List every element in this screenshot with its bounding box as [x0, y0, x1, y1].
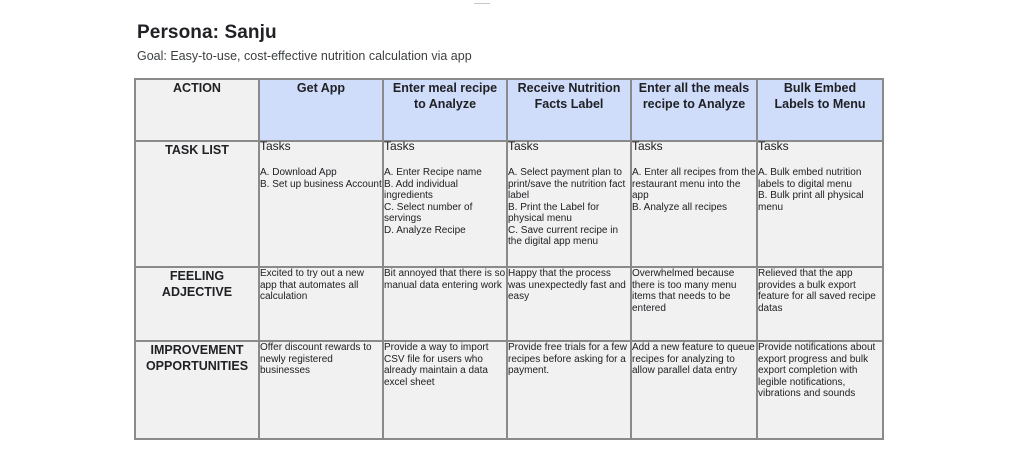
task-cell-enter-all-meals — [631, 141, 757, 267]
task-cell-receive-label — [507, 141, 631, 267]
top-divider-mark — [474, 3, 490, 4]
task-item: D. Analyze Recipe — [384, 224, 466, 236]
stage-get-app — [259, 79, 383, 141]
stage-label: Enter meal recipe to Analyze — [392, 81, 498, 111]
task-item: B. Bulk print all physical menu — [758, 190, 864, 213]
persona-title: Persona: Sanju — [137, 22, 277, 43]
action-header: ACTION — [135, 79, 259, 141]
tasks-heading: Tasks — [758, 139, 789, 153]
stage-label: Receive Nutrition Facts Label — [517, 81, 621, 111]
task-item: B. Set up business Account — [260, 178, 382, 190]
feeling-cell-enter-all-meals: Overwhelmed because there is too many menu items that needs to be entered — [631, 267, 757, 341]
task-item: C. Save current recipe in the digital app menu — [508, 224, 619, 247]
stage-receive-label — [507, 79, 631, 141]
task-item: A. Bulk embed nutrition labels to digital menu — [758, 167, 862, 190]
persona-goal: Goal: Easy-to-use, cost-effective nutrition calculation via app — [137, 49, 472, 63]
journey-map-table — [134, 78, 884, 440]
task-item: A. Enter Recipe name — [384, 167, 482, 178]
task-item: A. Enter all recipes from the restaurant menu into the app — [632, 167, 756, 201]
task-item: A. Download App — [260, 167, 337, 178]
feeling-cell-get-app: Excited to try out a new app that automates all calculation — [259, 267, 383, 341]
task-item: C. Select number of servings — [384, 201, 473, 224]
improvement-row — [135, 341, 883, 439]
stage-enter-all-meals — [631, 79, 757, 141]
improvement-cell-enter-meal-recipe: Provide a way to import CSV file for users who already maintain a data excel sheet — [383, 341, 507, 439]
tasks-heading: Tasks — [508, 139, 539, 153]
feeling-header: FEELING ADJECTIVE — [135, 267, 259, 341]
task-cell-bulk-embed — [757, 141, 883, 267]
tasks-heading: Tasks — [632, 139, 663, 153]
stage-label: Bulk Embed Labels to Menu — [774, 81, 866, 111]
tasks-heading: Tasks — [384, 139, 415, 153]
improvement-header: IMPROVEMENT OPPORTUNITIES — [135, 341, 259, 439]
improvement-cell-bulk-embed: Provide notifications about export progress and bulk export completion with legible notifications, vibrations and sounds — [757, 341, 883, 439]
tasks-heading: Tasks — [260, 139, 291, 153]
stage-label: Enter all the meals recipe to Analyze — [638, 81, 750, 111]
improvement-cell-get-app: Offer discount rewards to newly registered businesses — [259, 341, 383, 439]
improvement-cell-receive-label: Provide free trials for a few recipes before asking for a payment. — [507, 341, 631, 439]
improvement-cell-enter-all-meals: Add a new feature to queue recipes for analyzing to allow parallel data entry — [631, 341, 757, 439]
feeling-cell-bulk-embed: Relieved that the app provides a bulk export feature for all saved recipe datas — [757, 267, 883, 341]
stage-bulk-embed — [757, 79, 883, 141]
stage-header-row — [135, 79, 883, 141]
task-item: B. Add individual ingredients — [384, 178, 458, 201]
task-list-row — [135, 141, 883, 267]
task-item: B. Print the Label for physical menu — [508, 201, 600, 224]
stage-label: Get App — [296, 81, 346, 95]
task-cell-get-app — [259, 141, 383, 267]
task-item: A. Select payment plan to print/save the nutrition fact label — [508, 167, 626, 201]
feeling-cell-enter-meal-recipe: Bit annoyed that there is so manual data entering work — [383, 267, 507, 341]
task-item: B. Analyze all recipes — [632, 201, 728, 213]
stage-enter-meal-recipe — [383, 79, 507, 141]
feeling-cell-receive-label: Happy that the process was unexpectedly fast and easy — [507, 267, 631, 341]
feeling-row — [135, 267, 883, 341]
task-cell-enter-meal-recipe — [383, 141, 507, 267]
task-list-header: TASK LIST — [135, 141, 259, 267]
